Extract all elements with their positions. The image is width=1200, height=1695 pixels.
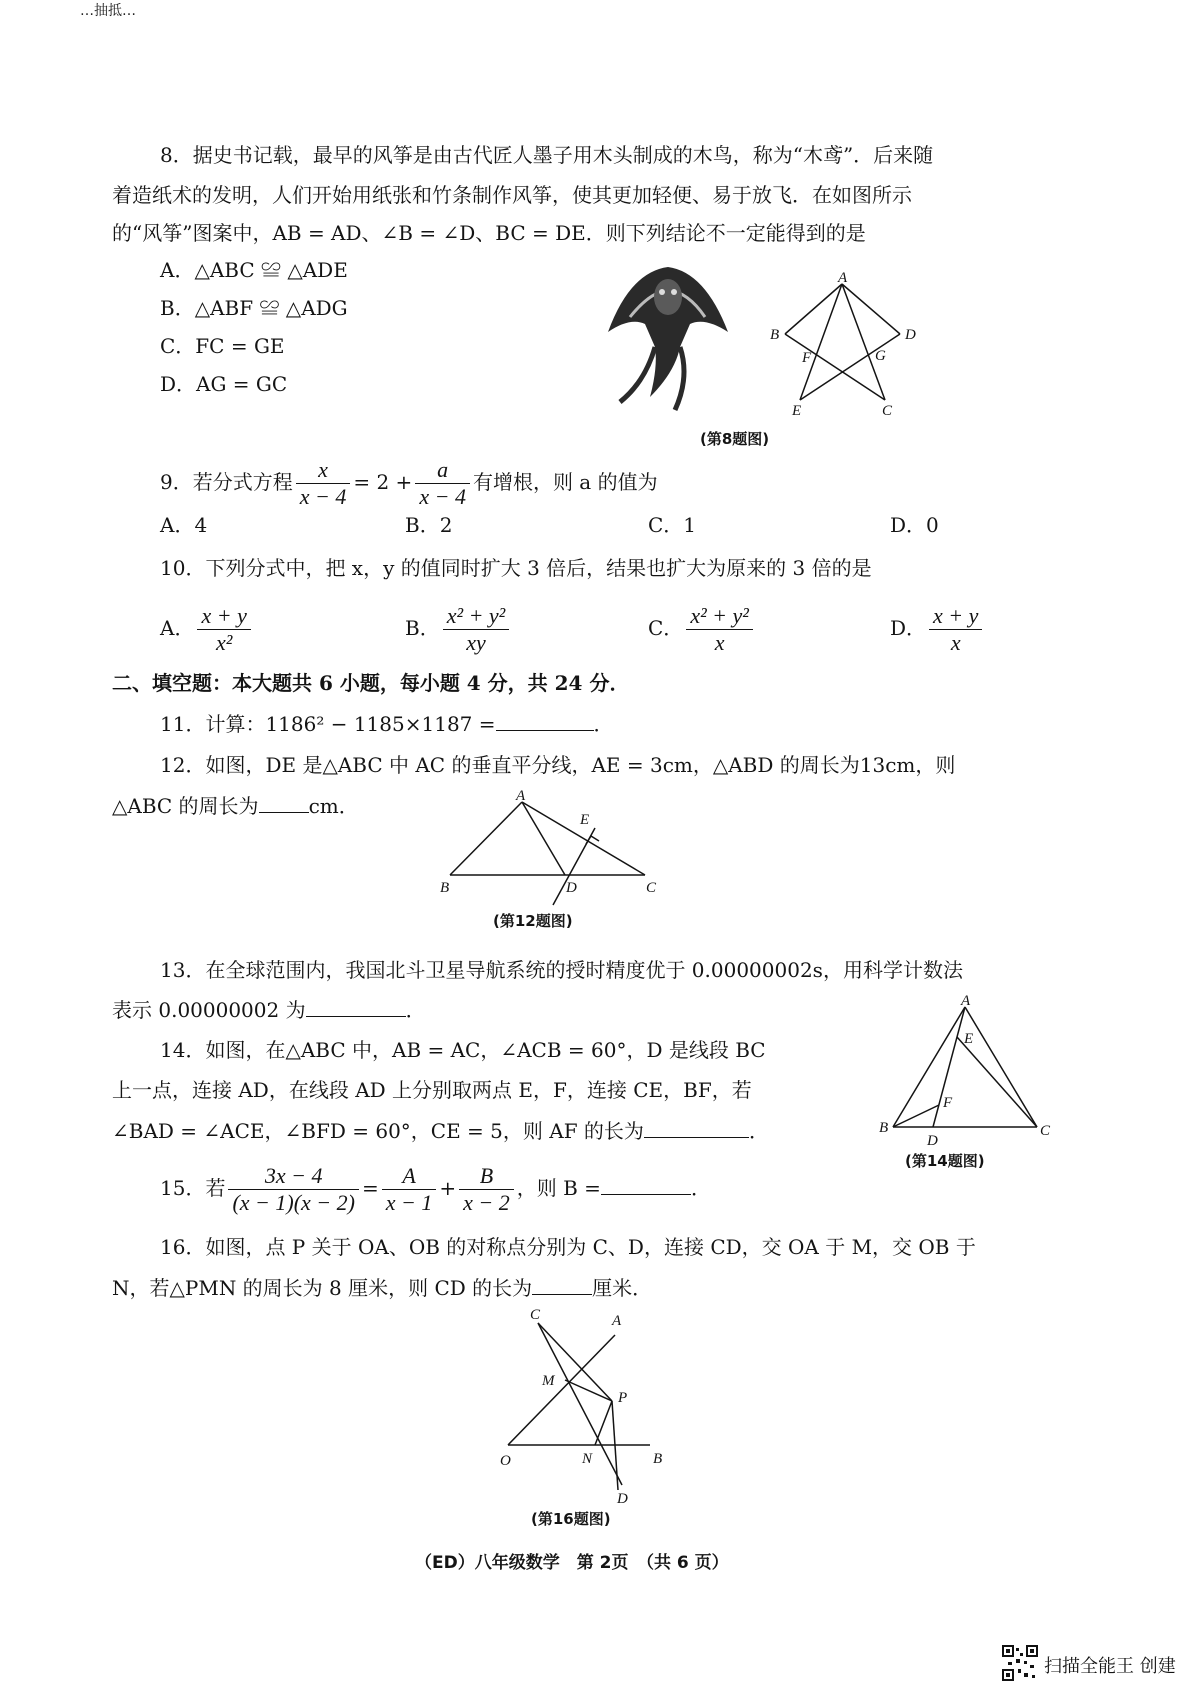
q9-option-a: A．4 — [160, 513, 208, 537]
fig14-label-a: A — [961, 995, 971, 1009]
fig16-label-o: O — [500, 1453, 511, 1469]
q15-frac3: $\frac{B}{x - 2}$ — [459, 1163, 514, 1216]
figure-q8-star — [760, 272, 930, 422]
q15-frac1: $\frac{3x - 4}{(x - 1)(x - 2)}$ — [228, 1163, 359, 1216]
fig8-label-g: G — [875, 348, 886, 364]
fig8-label-e: E — [792, 403, 802, 419]
fig16-label-c: C — [530, 1307, 541, 1323]
page-footer: （ED）八年级数学 第 2页 （共 6 页） — [415, 1553, 729, 1573]
fig8-label-f: F — [802, 350, 812, 366]
fig14-label-d: D — [927, 1133, 938, 1149]
fig16-label-b: B — [653, 1451, 663, 1467]
q8-line1: 8．据史书记载，最早的风筝是由古代匠人墨子用木头制成的木鸟，称为“木鸢”．后来随 — [160, 143, 934, 167]
q8-option-c: C．FC = GE — [160, 334, 285, 358]
fig12-label-c: C — [646, 880, 657, 896]
q11-answer-blank — [496, 708, 594, 731]
figure-q16-reflection — [490, 1305, 690, 1505]
q9-mid: = 2 + — [353, 470, 413, 494]
fig8-label-d: D — [905, 327, 916, 343]
q16-answer-blank — [532, 1272, 592, 1295]
q8-option-a: A．△ABC ≌ △ADE — [160, 258, 348, 282]
fig8-label-b: B — [770, 327, 780, 343]
fig12-label-a: A — [516, 790, 526, 804]
q10-option-d: D． $\frac{x + y}{x}$ — [890, 598, 985, 658]
q15-answer-blank — [601, 1172, 691, 1195]
fig8-label-a: A — [838, 272, 848, 286]
q12-line1: 12．如图，DE 是△ABC 中 AC 的垂直平分线，AE = 3cm，△ABD 的周长为13cm，则 — [160, 753, 956, 777]
q9-option-d: D．0 — [890, 513, 939, 537]
kite-bird-image — [600, 262, 735, 412]
fig14-label-f: F — [943, 1095, 953, 1111]
section2-heading: 二、填空题：本大题共 6 小题，每小题 4 分，共 24 分． — [112, 671, 630, 695]
q13-line2: 表示 0.00000002 为 ． — [112, 994, 426, 1025]
q10-option-b: B． $\frac{\text{x² + y²}}{xy}$ — [405, 598, 512, 658]
q14-line2: 上一点，连接 AD，在线段 AD 上分别取两点 E，F，连接 CE，BF，若 — [112, 1078, 752, 1102]
q9-suffix: 有增根，则 a 的值为 — [472, 470, 658, 494]
q15-frac2: $\frac{A}{x - 1}$ — [382, 1163, 437, 1216]
q13-answer-blank — [306, 994, 406, 1017]
q14-line3: ∠BAD = ∠ACE，∠BFD = 60°，CE = 5，则 AF 的长为 ． — [112, 1115, 769, 1146]
q12-caption: (第12题图) — [493, 912, 573, 930]
q10-option-c: C． $\frac{\text{x² + y²}}{x}$ — [648, 598, 756, 658]
figure-q12-triangle — [440, 790, 680, 910]
q9-frac2: $\frac{a}{x - 4}$ — [415, 457, 470, 510]
header-scribble: …抽抵… — [80, 3, 136, 19]
q16-caption: (第16题图) — [531, 1510, 611, 1528]
fig14-label-e: E — [964, 1031, 974, 1047]
fig14-label-b: B — [879, 1120, 889, 1136]
q8-option-d: D．AG = GC — [160, 372, 288, 396]
q12-line2: △ABC 的周长为 cm． — [112, 790, 359, 821]
q13-line1: 13．在全球范围内，我国北斗卫星导航系统的授时精度优于 0.00000002s，用科学计数法 — [160, 958, 963, 982]
fig16-label-p: P — [618, 1390, 628, 1406]
q9-prefix: 9．若分式方程 — [160, 470, 293, 494]
q14-line1: 14．如图，在△ABC 中，AB = AC，∠ACB = 60°，D 是线段 BC — [160, 1038, 766, 1062]
q12-answer-blank — [259, 790, 309, 813]
q14-caption: (第14题图) — [905, 1152, 985, 1170]
fig16-label-n: N — [582, 1451, 593, 1467]
q10-option-a: A． $\frac{x + y}{\text{x²}}$ — [160, 598, 254, 658]
q15-line: 15．若 $\frac{3x - 4}{(x - 1)(x - 2)}$ = $\frac{A}{x - 1}$ + $\frac{B}{x - 2}$ ，则 B = ． — [160, 1163, 711, 1215]
q10-text: 10．下列分式中，把 x，y 的值同时扩大 3 倍后，结果也扩大为原来的 3 倍的是 — [160, 556, 872, 580]
fig16-label-d: D — [617, 1491, 628, 1505]
q8-option-b: B．△ABF ≌ △ADG — [160, 296, 348, 320]
fig16-label-m: M — [542, 1373, 555, 1389]
q9-line — [160, 452, 658, 512]
figure-q14-triangle — [875, 995, 1055, 1150]
q9-option-c: C．1 — [648, 513, 697, 537]
q16-line1: 16．如图，点 P 关于 OA、OB 的对称点分别为 C、D，连接 CD，交 OA 于 M，交 OB 于 — [160, 1235, 976, 1259]
q14-answer-blank — [644, 1115, 749, 1138]
q9-frac1: $\frac{x}{x - 4}$ — [296, 457, 351, 510]
fig12-label-b: B — [440, 880, 450, 896]
fig8-label-c: C — [882, 403, 893, 419]
qr-code-icon — [1002, 1645, 1038, 1681]
fig12-label-e: E — [580, 812, 590, 828]
q9-option-b: B．2 — [405, 513, 453, 537]
q8-line2: 着造纸术的发明，人们开始用纸张和竹条制作风筝，使其更加轻便、易于放飞．在如图所示 — [112, 183, 912, 207]
q11-line: 11．计算：1186² − 1185×1187 = ． — [160, 708, 614, 739]
q16-line2: N，若△PMN 的周长为 8 厘米，则 CD 的长为 厘米． — [112, 1272, 652, 1303]
fig16-label-a: A — [612, 1313, 622, 1329]
q8-line3: 的“风筝”图案中，AB = AD、∠B = ∠D、BC = DE．则下列结论不一定能得到的是 — [112, 221, 866, 245]
q8-caption: (第8题图) — [700, 430, 770, 448]
fig12-label-d: D — [566, 880, 577, 896]
fig14-label-c: C — [1040, 1123, 1051, 1139]
watermark-text: 扫描全能王 创建 — [1044, 1656, 1176, 1677]
